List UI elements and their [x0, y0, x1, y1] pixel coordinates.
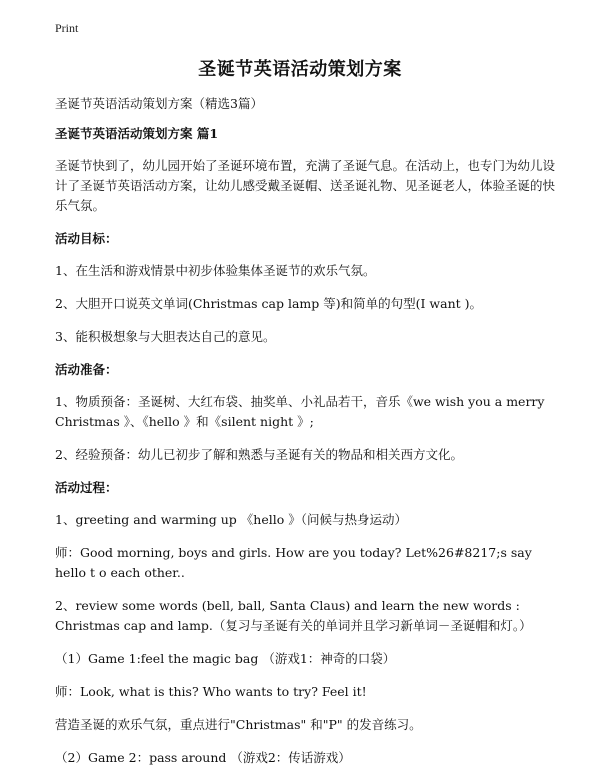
goal-item: 2、大胆开口说英文单词(Christmas cap lamp 等)和简单的句型(I want )。 [55, 296, 482, 311]
process-item: （1）Game 1:feel the magic bag （游戏1：神奇的口袋） [55, 651, 396, 666]
process-item: （2）Game 2：pass around （游戏2：传话游戏） [55, 750, 351, 765]
process-item: 营造圣诞的欢乐气氛，重点进行"Christmas" 和"P" 的发音练习。 [55, 717, 422, 732]
process-item: 2、review some words (bell, ball, Santa Claus) and learn the new words : Christmas cap and lamp.（复习与圣诞有关的单词并且学习新单词－圣诞帽和灯。） [55, 598, 532, 633]
prep-heading: 活动准备： [55, 362, 118, 377]
intro-paragraph: 圣诞节快到了，幼儿园开始了圣诞环境布置，充满了圣诞气息。在活动上，也专门为幼儿设计了圣诞节英语活动方案，让幼儿感受戴圣诞帽、送圣诞礼物、见圣诞老人，体验圣诞的快乐气氛。 [55, 158, 556, 213]
process-item: 师：Good morning, boys and girls. How are you today? Let%26#8217;s say hello t o each other.. [55, 545, 532, 580]
goal-item: 1、在生活和游戏情景中初步体验集体圣诞节的欢乐气氛。 [55, 263, 376, 278]
prep-item: 2、经验预备：幼儿已初步了解和熟悉与圣诞有关的物品和相关西方文化。 [55, 447, 463, 462]
prep-item: 1、物质预备：圣诞树、大红布袋、抽奖单、小礼品若干，音乐《we wish you a merry Christmas 》、《hello 》和《silent night 》; [55, 394, 545, 429]
document-body [55, 94, 555, 781]
document-title: 圣诞节英语活动策划方案 [198, 59, 402, 80]
process-item: 1、greeting and warming up 《hello 》（问候与热身运动） [55, 512, 407, 527]
process-item: 师：Look, what is this? Who wants to try? Feel it! [55, 684, 367, 699]
part-heading: 圣诞节英语活动策划方案 篇1 [55, 126, 219, 141]
goals-heading: 活动目标： [55, 231, 118, 246]
process-heading: 活动过程： [55, 480, 118, 495]
document-subtitle: 圣诞节英语活动策划方案（精选3篇） [55, 96, 263, 111]
goal-item: 3、能积极想象与大胆表达自己的意见。 [55, 329, 276, 344]
print-link[interactable]: Print [55, 21, 79, 35]
